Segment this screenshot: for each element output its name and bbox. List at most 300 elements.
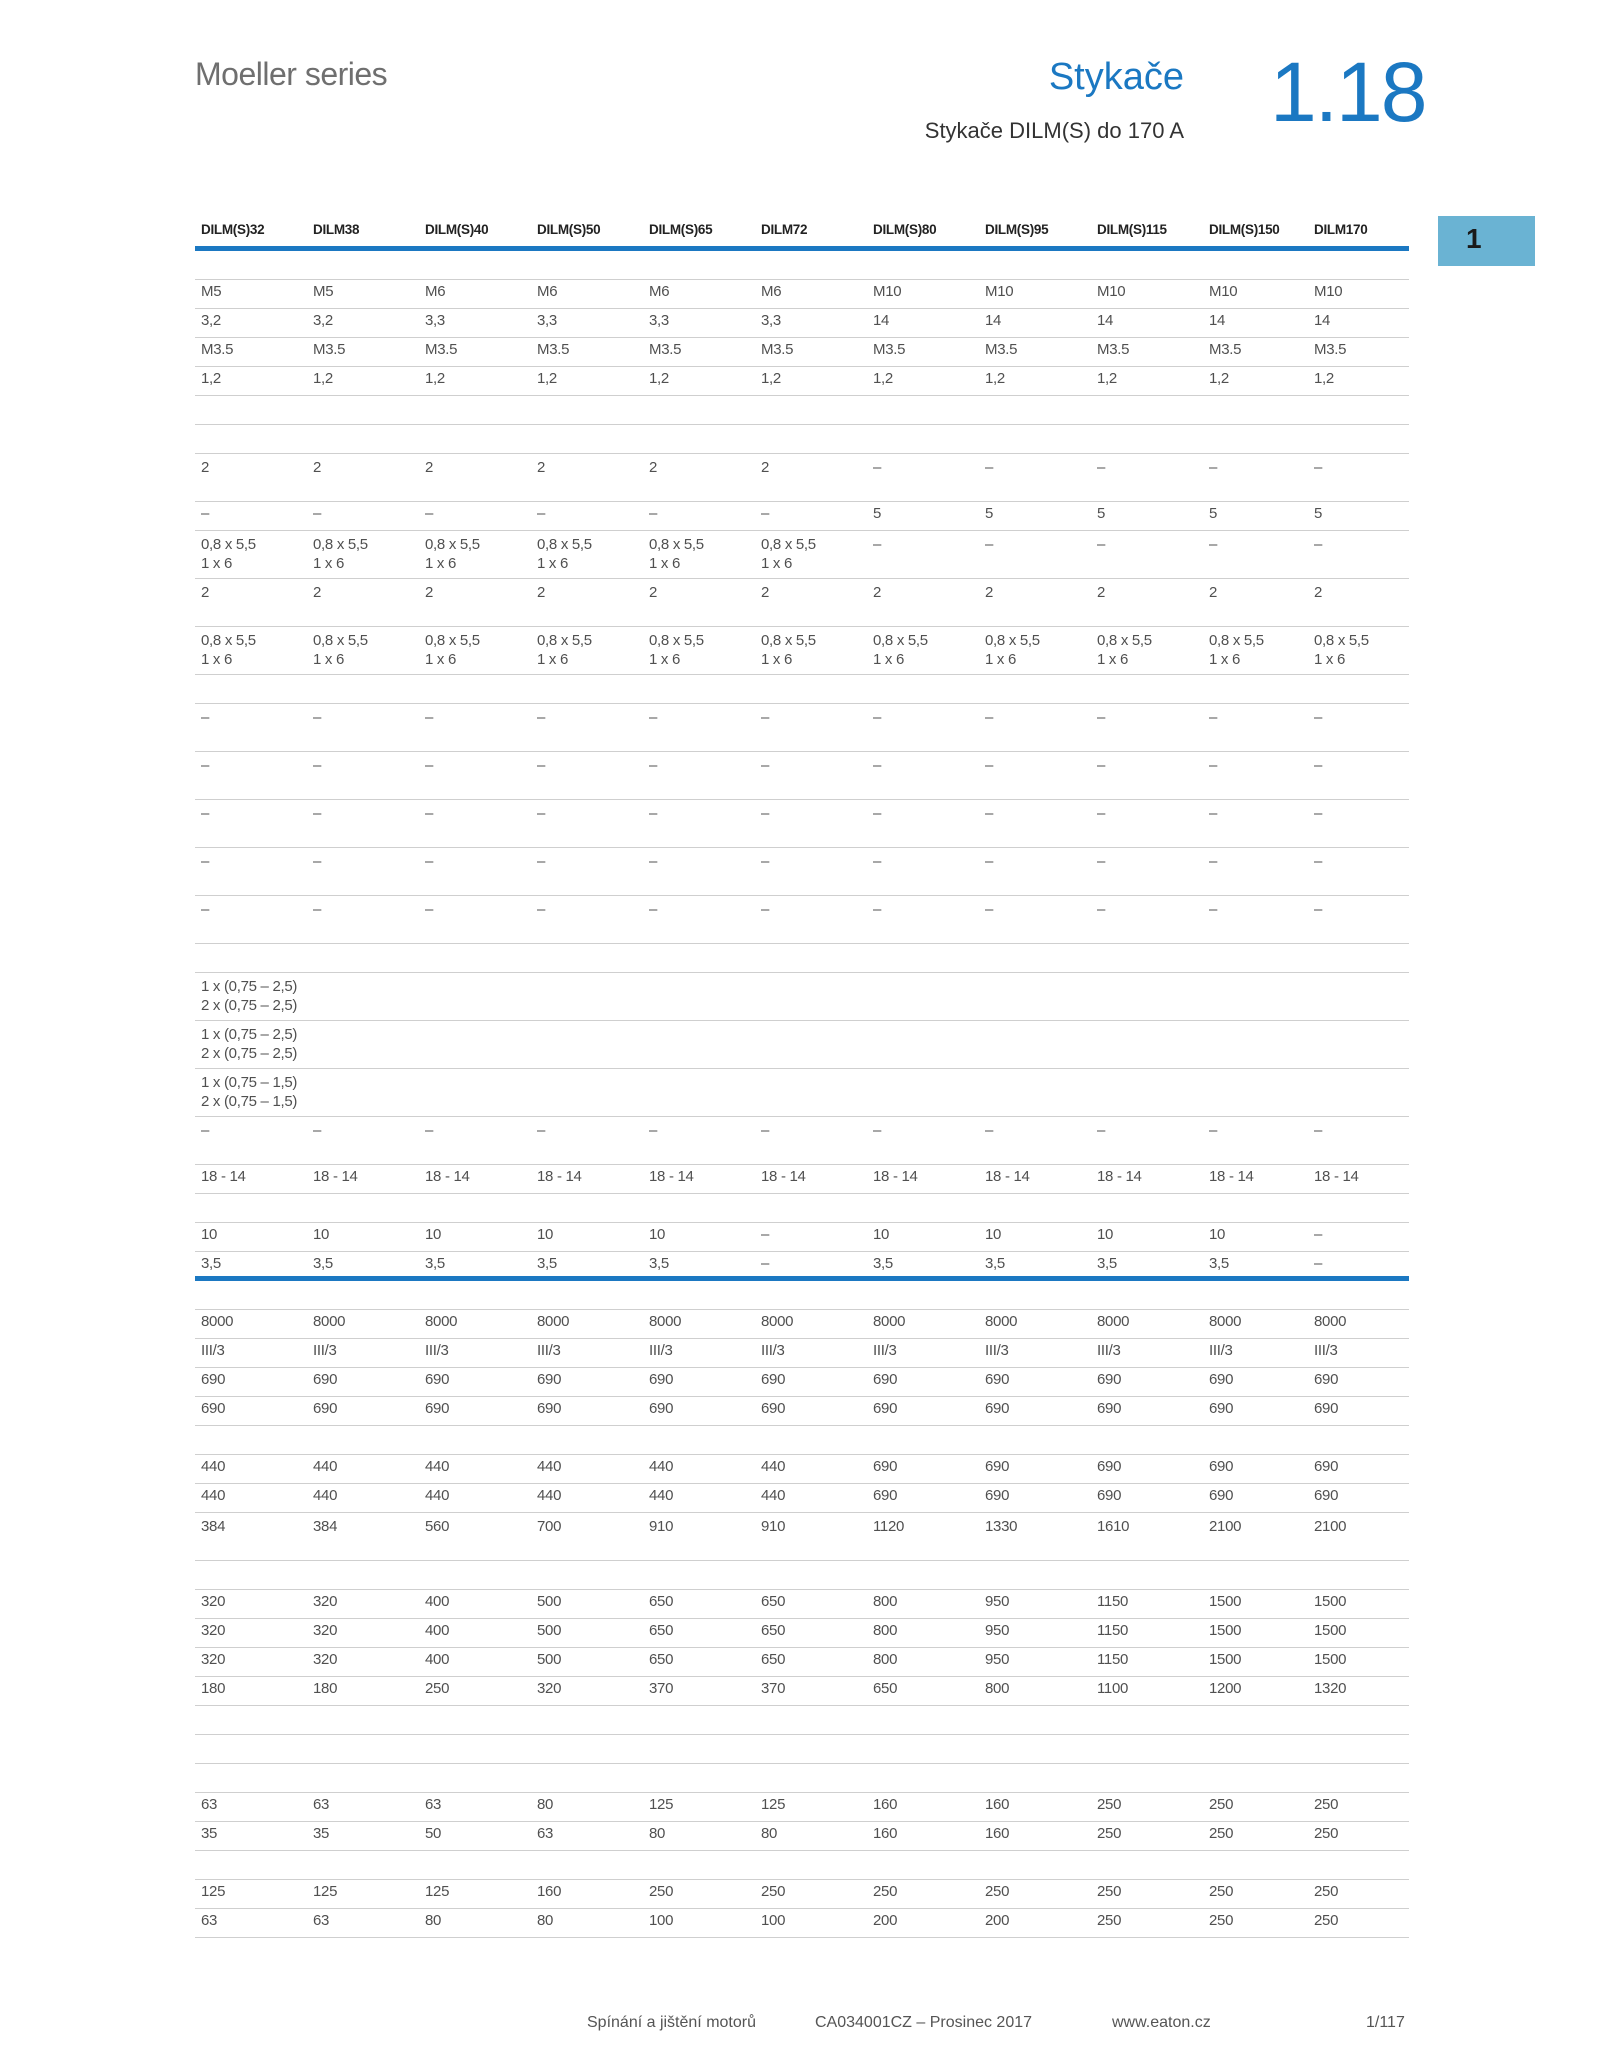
table-cell: 1150 [1097,1651,1129,1668]
table-cell: – [425,805,434,822]
table-cell: – [873,536,882,553]
table-cell: 0,8 x 5,5 1 x 6 [1097,632,1152,668]
table-cell: 440 [425,1487,450,1504]
table-row [195,1735,1409,1764]
table-row [195,1165,1409,1194]
table-cell: 125 [425,1883,450,1900]
table-row [195,1909,1409,1938]
table-cell: 690 [649,1400,674,1417]
table-cell: 690 [649,1371,674,1388]
table-cell: – [313,805,322,822]
column-header: DILM38 [313,222,360,237]
table-cell: – [1314,1226,1323,1243]
table-cell: – [1314,709,1323,726]
table-cell: – [985,805,994,822]
table-cell: 10 [649,1226,666,1243]
table-row [195,1648,1409,1677]
table-cell: 2 [537,459,546,476]
table-cell: 8000 [537,1313,570,1330]
table-cell: 250 [985,1883,1010,1900]
table-row [195,338,1409,367]
table-cell: 0,8 x 5,5 1 x 6 [1314,632,1369,668]
table-row [195,627,1409,675]
column-header: DILM72 [761,222,808,237]
table-cell: 440 [201,1487,226,1504]
table-cell: 125 [313,1883,338,1900]
table-row [195,1880,1409,1909]
table-cell: 440 [761,1458,786,1475]
table-cell: – [537,853,546,870]
table-cell: III/3 [985,1342,1009,1359]
table-cell: 8000 [649,1313,682,1330]
table-cell: 5 [1097,505,1106,522]
table-cell: 250 [1097,1825,1122,1842]
table-cell: 690 [201,1400,226,1417]
table-cell: – [761,1122,770,1139]
table-cell: 1500 [1209,1622,1242,1639]
table-cell: M3.5 [537,341,570,358]
column-header: DILM170 [1314,222,1368,237]
table-cell: 3,2 [313,312,333,329]
table-cell: 800 [873,1593,898,1610]
table-cell: 250 [1209,1883,1234,1900]
table-cell: 3,5 [1097,1255,1117,1272]
table-row [195,251,1409,280]
table-cell: – [425,757,434,774]
table-cell: 370 [761,1680,786,1697]
table-cell: 0,8 x 5,5 1 x 6 [201,536,256,572]
table-cell: 690 [985,1458,1010,1475]
table-cell: – [873,901,882,918]
table-row [195,1561,1409,1590]
table-cell: 1500 [1209,1651,1242,1668]
table-cell: 125 [201,1883,226,1900]
table-cell: – [761,1255,770,1272]
section-title: Stykače [1048,56,1184,98]
table-cell: 3,3 [649,312,669,329]
table-row [195,675,1409,704]
table-cell: 18 - 14 [425,1168,470,1185]
table-row [195,579,1409,627]
table-cell: 0,8 x 5,5 1 x 6 [649,632,704,668]
footer-page-number: 1/117 [1366,2014,1405,2031]
table-cell: 1500 [1314,1651,1347,1668]
table-cell: 1500 [1209,1593,1242,1610]
table-cell: 1,2 [425,370,445,387]
table-cell: 1 x (0,75 – 2,5) 2 x (0,75 – 2,5) [201,978,298,1014]
table-cell: 250 [1097,1883,1122,1900]
table-cell: 690 [985,1371,1010,1388]
table-row [195,1069,1409,1117]
table-header-row [195,212,1409,251]
table-cell: 650 [761,1622,786,1639]
table-cell: – [1314,757,1323,774]
table-cell: 250 [425,1680,450,1697]
table-cell: 63 [425,1796,442,1813]
table-cell: 63 [537,1825,554,1842]
table-cell: 1,2 [537,370,557,387]
table-cell: 320 [313,1622,338,1639]
table-cell: 690 [873,1400,898,1417]
table-cell: III/3 [1097,1342,1121,1359]
table-cell: 250 [1314,1883,1339,1900]
table-cell: – [873,805,882,822]
table-cell: – [761,709,770,726]
table-cell: – [1097,536,1106,553]
series-label: Moeller series [195,56,388,92]
table-cell: 18 - 14 [649,1168,694,1185]
table-cell: – [1209,536,1218,553]
table-cell: 250 [1097,1796,1122,1813]
column-header: DILM(S)80 [873,222,937,237]
table-cell: – [425,901,434,918]
table-cell: 650 [873,1680,898,1697]
table-cell: 80 [649,1825,666,1842]
table-cell: – [201,805,210,822]
table-cell: 200 [873,1912,898,1929]
table-cell: – [985,853,994,870]
table-cell: – [425,709,434,726]
table-cell: 8000 [313,1313,346,1330]
table-cell: 690 [985,1487,1010,1504]
table-cell: 18 - 14 [1209,1168,1254,1185]
column-header: DILM(S)50 [537,222,601,237]
table-cell: III/3 [1209,1342,1233,1359]
table-cell: 1,2 [1097,370,1117,387]
table-cell: M5 [201,283,222,300]
table-cell: – [1097,1122,1106,1139]
table-cell: – [1097,459,1106,476]
table-cell: 18 - 14 [761,1168,806,1185]
table-cell: 690 [1097,1400,1122,1417]
column-header: DILM(S)115 [1097,222,1167,237]
table-cell: III/3 [313,1342,337,1359]
table-row [195,1117,1409,1165]
table-cell: 690 [201,1371,226,1388]
table-cell: 2100 [1314,1518,1347,1535]
table-cell: 3,5 [537,1255,557,1272]
table-cell: M6 [425,283,446,300]
column-header: DILM(S)150 [1209,222,1280,237]
table-cell: 690 [1209,1371,1234,1388]
table-cell: 2 [201,584,210,601]
table-cell: 0,8 x 5,5 1 x 6 [313,536,368,572]
table-cell: 35 [201,1825,218,1842]
table-cell: III/3 [649,1342,673,1359]
table-cell: 250 [1097,1912,1122,1929]
table-cell: – [649,1122,658,1139]
table-cell: 910 [649,1518,674,1535]
table-cell: 650 [649,1622,674,1639]
table-cell: 1,2 [873,370,893,387]
table-cell: – [201,1122,210,1139]
table-cell: 950 [985,1651,1010,1668]
table-cell: 1330 [985,1518,1018,1535]
table-cell: 80 [425,1912,442,1929]
table-cell: M10 [985,283,1014,300]
table-row [195,800,1409,848]
table-cell: 800 [985,1680,1010,1697]
section-number: 1.18 [1270,45,1426,139]
table-cell: – [1209,709,1218,726]
table-cell: M3.5 [1097,341,1130,358]
table-cell: 2 [425,584,434,601]
table-cell: 250 [1314,1796,1339,1813]
table-cell: 0,8 x 5,5 1 x 6 [425,536,480,572]
table-cell: M10 [1209,283,1238,300]
table-cell: 18 - 14 [201,1168,246,1185]
table-cell: M5 [313,283,334,300]
table-cell: 2 [1314,584,1323,601]
table-cell: 690 [537,1400,562,1417]
table-cell: – [649,805,658,822]
table-cell: 0,8 x 5,5 1 x 6 [201,632,256,668]
table-cell: 8000 [873,1313,906,1330]
table-cell: 400 [425,1593,450,1610]
table-cell: 3,5 [201,1255,221,1272]
table-cell: 320 [313,1651,338,1668]
table-cell: 2 [313,584,322,601]
table-cell: 440 [201,1458,226,1475]
table-cell: 1,2 [985,370,1005,387]
table-cell: 160 [873,1796,898,1813]
table-cell: 10 [1209,1226,1226,1243]
table-cell: 80 [537,1796,554,1813]
table-cell: 1,2 [761,370,781,387]
table-cell: 1150 [1097,1622,1129,1639]
table-cell: 10 [537,1226,554,1243]
table-cell: 250 [761,1883,786,1900]
table-cell: 3,5 [985,1255,1005,1272]
table-cell: 690 [873,1487,898,1504]
table-cell: 8000 [425,1313,458,1330]
table-cell: III/3 [1314,1342,1338,1359]
table-cell: – [537,1122,546,1139]
table-cell: 35 [313,1825,330,1842]
table-cell: – [1314,459,1323,476]
table-cell: – [313,709,322,726]
table-cell: 2 [649,459,658,476]
table-cell: 14 [985,312,1002,329]
table-cell: 440 [649,1458,674,1475]
table-cell: 2 [761,459,770,476]
table-cell: – [761,505,770,522]
table-cell: – [1209,901,1218,918]
column-header: DILM(S)95 [985,222,1049,237]
table-cell: – [1209,757,1218,774]
table-cell: 10 [873,1226,890,1243]
table-cell: – [761,901,770,918]
table-cell: 14 [1314,312,1331,329]
table-cell: 2 [1209,584,1218,601]
table-row [195,1223,1409,1252]
table-cell: 5 [985,505,994,522]
table-cell: 3,3 [425,312,445,329]
table-cell: M10 [1097,283,1126,300]
table-cell: 250 [1209,1825,1234,1842]
table-cell: 8000 [985,1313,1018,1330]
table-cell: 14 [1209,312,1226,329]
table-cell: – [649,853,658,870]
table-cell: 0,8 x 5,5 1 x 6 [649,536,704,572]
table-cell: – [1209,1122,1218,1139]
table-cell: 650 [649,1593,674,1610]
table-row [195,1397,1409,1426]
table-cell: 80 [537,1912,554,1929]
table-cell: M6 [537,283,558,300]
table-cell: 0,8 x 5,5 1 x 6 [313,632,368,668]
table-cell: 0,8 x 5,5 1 x 6 [761,536,816,572]
table-cell: 14 [873,312,890,329]
table-row [195,531,1409,579]
table-cell: 100 [649,1912,674,1929]
table-cell: 690 [1097,1458,1122,1475]
table-cell: 690 [873,1458,898,1475]
table-row [195,896,1409,944]
table-row [195,1281,1409,1310]
table-cell: 0,8 x 5,5 1 x 6 [761,632,816,668]
table-cell: – [873,709,882,726]
table-row [195,1677,1409,1706]
table-cell: 5 [873,505,882,522]
table-cell: 440 [537,1487,562,1504]
table-cell: – [201,757,210,774]
table-cell: 10 [1097,1226,1114,1243]
table-cell: – [649,709,658,726]
table-cell: 250 [1209,1912,1234,1929]
table-cell: 63 [201,1912,218,1929]
table-row [195,1706,1409,1735]
table-cell: 650 [761,1651,786,1668]
table-cell: – [201,901,210,918]
table-cell: M10 [1314,283,1343,300]
table-row [195,280,1409,309]
table-cell: 160 [873,1825,898,1842]
table-cell: 2 [425,459,434,476]
table-cell: 0,8 x 5,5 1 x 6 [537,536,592,572]
table-cell: – [1209,459,1218,476]
table-cell: – [537,505,546,522]
table-row [195,1426,1409,1455]
table-cell: 0,8 x 5,5 1 x 6 [985,632,1040,668]
table-cell: – [313,1122,322,1139]
table-cell: – [425,853,434,870]
table-cell: – [1314,805,1323,822]
table-row [195,1851,1409,1880]
footer-website: www.eaton.cz [1112,2014,1211,2031]
table-cell: 3,3 [761,312,781,329]
table-cell: 500 [537,1593,562,1610]
table-cell: 2 [313,459,322,476]
table-cell: 690 [1314,1400,1339,1417]
table-cell: 8000 [1209,1313,1242,1330]
table-cell: M3.5 [313,341,346,358]
table-cell: 200 [985,1912,1010,1929]
table-cell: 1610 [1097,1518,1130,1535]
table-cell: M3.5 [649,341,682,358]
table-cell: 0,8 x 5,5 1 x 6 [425,632,480,668]
table-row [195,752,1409,800]
table-cell: – [201,709,210,726]
table-cell: 690 [425,1371,450,1388]
table-cell: 690 [425,1400,450,1417]
table-cell: 8000 [1314,1313,1347,1330]
table-cell: 440 [313,1487,338,1504]
table-cell: – [1314,1122,1323,1139]
table-cell: 560 [425,1518,450,1535]
table-cell: 2 [873,584,882,601]
table-cell: – [313,853,322,870]
table-cell: 1 x (0,75 – 1,5) 2 x (0,75 – 1,5) [201,1074,298,1110]
table-cell: M3.5 [425,341,458,358]
table-cell: – [313,505,322,522]
table-cell: 63 [201,1796,218,1813]
table-cell: – [1314,1255,1323,1272]
table-row [195,1590,1409,1619]
table-cell: M3.5 [761,341,794,358]
table-cell: 100 [761,1912,786,1929]
table-cell: 320 [201,1622,226,1639]
table-cell: – [873,853,882,870]
table-cell: 690 [1209,1487,1234,1504]
table-cell: 1,2 [1209,370,1229,387]
table-cell: 440 [761,1487,786,1504]
table-cell: 1,2 [201,370,221,387]
table-cell: – [761,1226,770,1243]
table-cell: 18 - 14 [537,1168,582,1185]
table-cell: 1150 [1097,1593,1129,1610]
table-cell: 320 [313,1593,338,1610]
table-row [195,1194,1409,1223]
table-cell: 690 [1097,1371,1122,1388]
table-cell: 800 [873,1622,898,1639]
table-cell: – [985,459,994,476]
table-cell: 160 [537,1883,562,1900]
table-row [195,1021,1409,1069]
table-cell: 690 [873,1371,898,1388]
table-cell: 690 [761,1400,786,1417]
table-cell: – [649,757,658,774]
table-cell: 125 [761,1796,786,1813]
table-cell: – [313,901,322,918]
table-cell: 500 [537,1651,562,1668]
table-cell: – [1097,853,1106,870]
table-cell: – [985,1122,994,1139]
table-cell: – [1314,853,1323,870]
table-cell: 320 [201,1651,226,1668]
table-cell: – [1097,757,1106,774]
table-cell: 2 [761,584,770,601]
table-row [195,367,1409,396]
table-cell: 700 [537,1518,562,1535]
table-row [195,1339,1409,1368]
table-cell: 14 [1097,312,1114,329]
table-cell: 10 [985,1226,1002,1243]
table-cell: 180 [201,1680,226,1697]
table-cell: III/3 [761,1342,785,1359]
table-cell: – [201,505,210,522]
table-cell: 440 [313,1458,338,1475]
table-row [195,848,1409,896]
table-cell: 2 [649,584,658,601]
table-cell: – [313,757,322,774]
table-cell: 370 [649,1680,674,1697]
table-cell: 650 [649,1651,674,1668]
table-cell: 690 [313,1400,338,1417]
table-cell: 910 [761,1518,786,1535]
table-cell: 1500 [1314,1622,1347,1639]
table-row [195,1252,1409,1281]
